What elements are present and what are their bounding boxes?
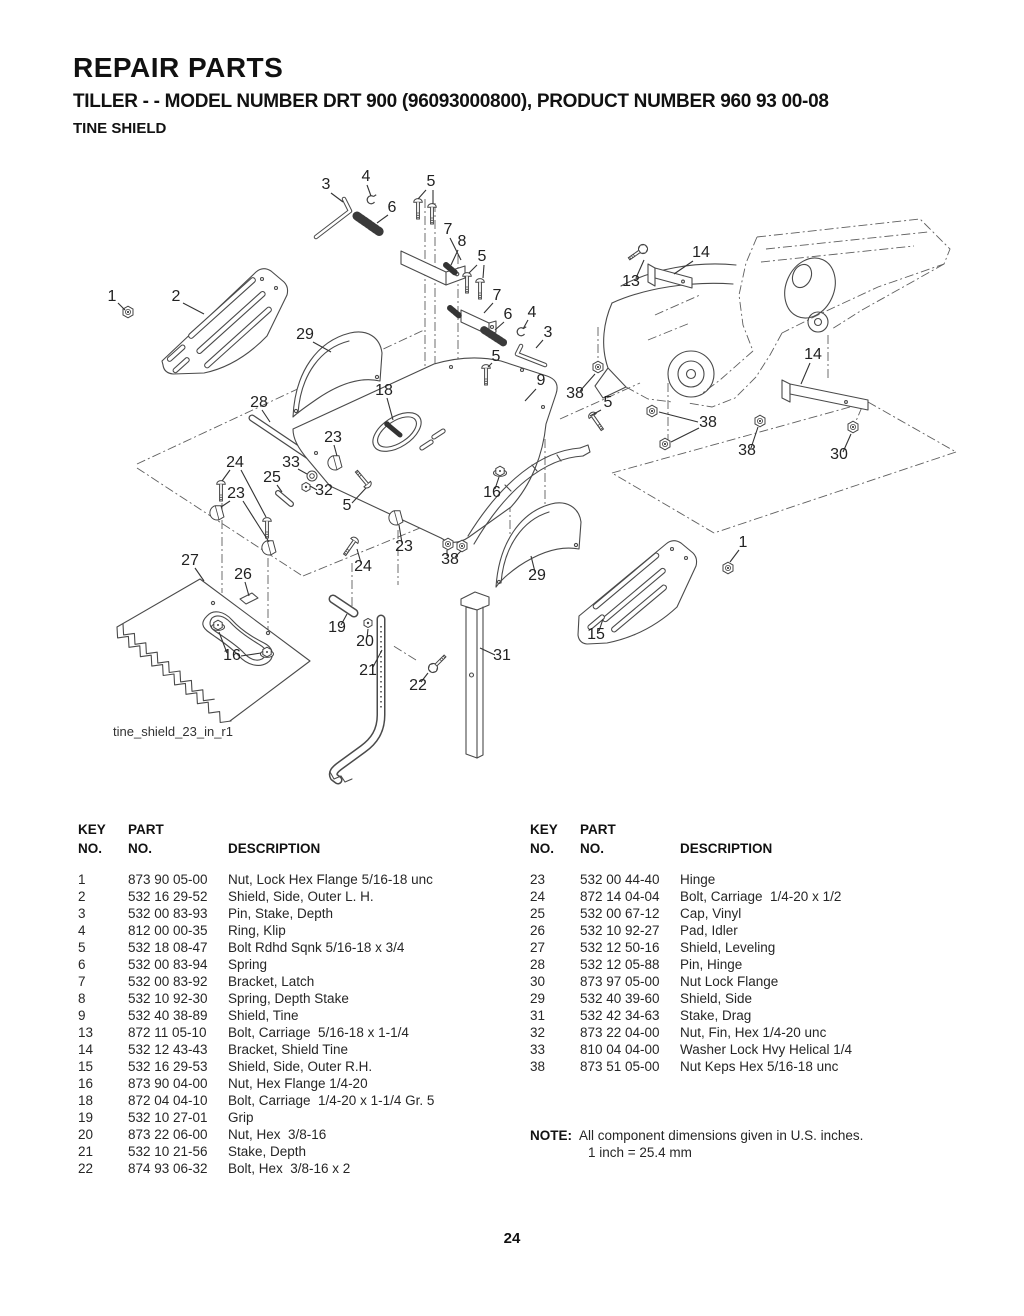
nut-38-d xyxy=(755,415,765,427)
part-row: 13 872 11 05-10 Bolt, Carriage 5/16-18 x 1-1/4 xyxy=(78,1025,409,1040)
part-row: 32 873 22 04-00 Nut, Fin, Hex 1/4-20 unc xyxy=(530,1025,827,1040)
chain-case xyxy=(775,250,844,326)
note-label: NOTE: xyxy=(530,1128,572,1143)
note-line1: All component dimensions given in U.S. inches. xyxy=(579,1128,864,1143)
callout-number: 5 xyxy=(477,248,487,265)
part-row: 7 532 00 83-92 Bracket, Latch xyxy=(78,974,315,989)
part-depth-pin-upper xyxy=(316,199,350,237)
part-row: 20 873 22 06-00 Nut, Hex 3/8-16 xyxy=(78,1127,327,1142)
callout-leader xyxy=(367,185,371,196)
callout-leader xyxy=(118,303,125,310)
callout-number: 26 xyxy=(234,566,252,583)
part-row: 29 532 40 39-60 Shield, Side xyxy=(530,991,753,1006)
callout-leader xyxy=(484,303,493,313)
callout-number: 23 xyxy=(395,538,413,555)
callout-number: 19 xyxy=(328,619,346,636)
callout-leader xyxy=(377,215,388,223)
callout-number: 5 xyxy=(342,497,352,514)
part-row: 38 873 51 05-00 Nut Keps Hex 5/16-18 unc xyxy=(530,1059,839,1074)
callout-number: 23 xyxy=(324,429,342,446)
callout-leader xyxy=(451,250,458,265)
callout-number: 24 xyxy=(226,454,244,471)
callout-number: 22 xyxy=(409,677,427,694)
bolt-5-g xyxy=(587,411,606,433)
callout-number: 1 xyxy=(107,288,117,305)
part-row: 23 532 00 44-40 Hinge xyxy=(530,872,716,887)
callout-leader xyxy=(469,265,477,273)
callout-number: 8 xyxy=(457,233,467,250)
part-row: 5 532 18 08-47 Bolt Rdhd Sqnk 5/16-18 x 3/4 xyxy=(78,940,405,955)
nut-20 xyxy=(364,618,372,627)
callout-number: 5 xyxy=(426,173,436,190)
callout-number: 20 xyxy=(356,633,374,650)
parts-table-right xyxy=(530,820,970,1075)
callout-leader xyxy=(183,303,204,314)
callout-leader xyxy=(418,190,426,199)
part-bracket-shield-tine-lower xyxy=(782,380,868,410)
washer-33 xyxy=(307,471,317,481)
callout-number: 15 xyxy=(587,626,605,643)
callout-number: 30 xyxy=(830,446,848,463)
callout-number: 4 xyxy=(527,304,537,321)
callout-leader xyxy=(671,428,699,442)
page-title: REPAIR PARTS xyxy=(73,52,284,83)
callout-number: 28 xyxy=(250,394,268,411)
part-row: 22 874 93 06-32 Bolt, Hex 3/8-16 x 2 xyxy=(78,1161,351,1176)
model-line: TILLER - - MODEL NUMBER DRT 900 (96093000800), PRODUCT NUMBER 960 93 00-08 xyxy=(73,91,829,112)
part-row: 24 872 14 04-04 Bolt, Carriage 1/4-20 x 1/2 xyxy=(530,889,842,904)
callout-number: 32 xyxy=(315,482,333,499)
callout-number: 25 xyxy=(263,469,281,486)
callout-number: 3 xyxy=(321,176,331,193)
col-part-header: PART xyxy=(580,822,616,837)
callout-number: 38 xyxy=(699,414,717,431)
klip-ring-4-upper xyxy=(367,195,376,204)
col-part-header: PART xyxy=(128,822,164,837)
part-row: 16 873 90 04-00 Nut, Hex Flange 1/4-20 xyxy=(78,1076,368,1091)
part-row: 30 873 97 05-00 Nut Lock Flange xyxy=(530,974,779,989)
callout-leader xyxy=(659,412,698,422)
part-leveling-shield xyxy=(117,579,310,723)
bolt-22 xyxy=(426,653,448,675)
part-row: 6 532 00 83-94 Spring xyxy=(78,957,268,972)
callout-number: 33 xyxy=(282,454,300,471)
note xyxy=(530,1127,970,1161)
bolt-5-c xyxy=(463,273,472,293)
callout-number: 38 xyxy=(566,385,584,402)
part-row: 9 532 40 38-89 Shield, Tine xyxy=(78,1008,299,1023)
part-row: 28 532 12 05-88 Pin, Hinge xyxy=(530,957,743,972)
callout-number: 24 xyxy=(354,558,372,575)
part-row: 14 532 12 43-43 Bracket, Shield Tine xyxy=(78,1042,349,1057)
col-desc-header: DESCRIPTION xyxy=(228,841,321,856)
callout-number: 29 xyxy=(296,326,314,343)
callout-leader xyxy=(245,582,249,596)
phantom-lines xyxy=(137,199,956,660)
callout-leader xyxy=(262,410,270,422)
tiller-body xyxy=(595,219,950,407)
part-side-shield-lh xyxy=(162,269,288,374)
callout-leader xyxy=(730,550,739,562)
diagram-caption: tine_shield_23_in_r1 xyxy=(113,724,233,739)
tine-hub xyxy=(668,351,714,397)
callout-number: 5 xyxy=(491,348,501,365)
spring-6-upper xyxy=(357,216,379,231)
part-row: 4 812 00 00-35 Ring, Klip xyxy=(78,923,286,938)
callout-leader xyxy=(483,265,484,278)
bolt-5-d xyxy=(476,279,485,299)
callout-number: 31 xyxy=(493,647,511,664)
nut-1-left xyxy=(123,306,133,318)
part-row: 1 873 90 05-00 Nut, Lock Hex Flange 5/16-18 unc xyxy=(78,872,433,887)
part-row: 3 532 00 83-93 Pin, Stake, Depth xyxy=(78,906,334,921)
part-row: 33 810 04 04-00 Washer Lock Hvy Helical 1/4 xyxy=(530,1042,853,1057)
callout-number: 16 xyxy=(483,484,501,501)
col-key-header: KEY xyxy=(530,822,558,837)
part-drag-stake xyxy=(461,592,489,758)
nut-38-c xyxy=(660,438,670,450)
callout-number: 1 xyxy=(738,534,748,551)
callout-leader xyxy=(222,470,230,481)
col-desc-header: DESCRIPTION xyxy=(680,841,773,856)
callout-number: 2 xyxy=(171,288,181,305)
hinge-23-b xyxy=(260,539,276,556)
callout-number: 16 xyxy=(223,647,241,664)
callout-number: 14 xyxy=(804,346,822,363)
parts-rows-right xyxy=(530,871,970,1075)
callout-number: 3 xyxy=(543,324,553,341)
header xyxy=(73,52,973,137)
spring-6-lower xyxy=(484,330,503,342)
callout-leader xyxy=(536,340,543,348)
callout-number: 21 xyxy=(359,662,377,679)
nut-32 xyxy=(302,482,310,491)
callout-number: 4 xyxy=(361,168,371,185)
part-row: 19 532 10 27-01 Grip xyxy=(78,1110,254,1125)
callout-number: 13 xyxy=(622,273,640,290)
callout-number: 5 xyxy=(603,394,613,411)
part-row: 2 532 16 29-52 Shield, Side, Outer L. H. xyxy=(78,889,374,904)
callout-number: 38 xyxy=(441,551,459,568)
callout-number: 14 xyxy=(692,244,710,261)
callout-number: 23 xyxy=(227,485,245,502)
nut-30 xyxy=(848,421,858,433)
klip-ring-4-lower xyxy=(517,327,526,336)
callout-number: 29 xyxy=(528,567,546,584)
nut-38-b xyxy=(647,405,657,417)
callout-number: 38 xyxy=(738,442,756,459)
callout-number: 6 xyxy=(503,306,513,323)
callout-number: 9 xyxy=(536,372,546,389)
part-vinyl-cap xyxy=(278,493,291,504)
part-row: 31 532 42 34-63 Stake, Drag xyxy=(530,1008,752,1023)
exploded-diagram xyxy=(0,155,1024,810)
callout-leader xyxy=(801,363,810,384)
part-row: 21 532 10 21-56 Stake, Depth xyxy=(78,1144,307,1159)
table-header-left: KEY PART NO. NO. DESCRIPTION xyxy=(78,820,508,858)
parts-table-left xyxy=(78,820,508,1177)
table-header-right: KEY PART NO. NO. DESCRIPTION xyxy=(530,820,970,858)
part-row: 15 532 16 29-53 Shield, Side, Outer R.H. xyxy=(78,1059,373,1074)
callout-number: 7 xyxy=(443,221,453,238)
callout-leader xyxy=(331,193,343,202)
callout-number: 18 xyxy=(375,382,393,399)
part-row: 25 532 00 67-12 Cap, Vinyl xyxy=(530,906,742,921)
callout-number: 6 xyxy=(387,199,397,216)
page-number: 24 xyxy=(503,1230,521,1247)
col-key-header: KEY xyxy=(78,822,106,837)
bolt-13 xyxy=(626,243,649,263)
note-line2: 1 inch = 25.4 mm xyxy=(588,1145,692,1160)
section-title: TINE SHIELD xyxy=(73,120,167,137)
part-row: 27 532 12 50-16 Shield, Leveling xyxy=(530,940,776,955)
part-row: 26 532 10 92-27 Pad, Idler xyxy=(530,923,738,938)
parts-rows-left xyxy=(78,871,508,1177)
part-row: 8 532 10 92-30 Spring, Depth Stake xyxy=(78,991,349,1006)
part-grip xyxy=(333,599,354,613)
nut-38-a xyxy=(593,361,603,373)
nut-1-right xyxy=(723,562,733,574)
callout-number: 27 xyxy=(181,552,199,569)
part-row: 18 872 04 04-10 Bolt, Carriage 1/4-20 x 1-1/4 Gr. 5 xyxy=(78,1093,435,1108)
nut-38-e xyxy=(443,538,453,550)
part-bracket-shield-tine-upper xyxy=(648,264,692,288)
callout-number: 7 xyxy=(492,287,502,304)
bolt-24-a xyxy=(217,481,226,501)
part-depth-pin-lower xyxy=(517,346,545,365)
bolt-5-a xyxy=(414,199,423,219)
